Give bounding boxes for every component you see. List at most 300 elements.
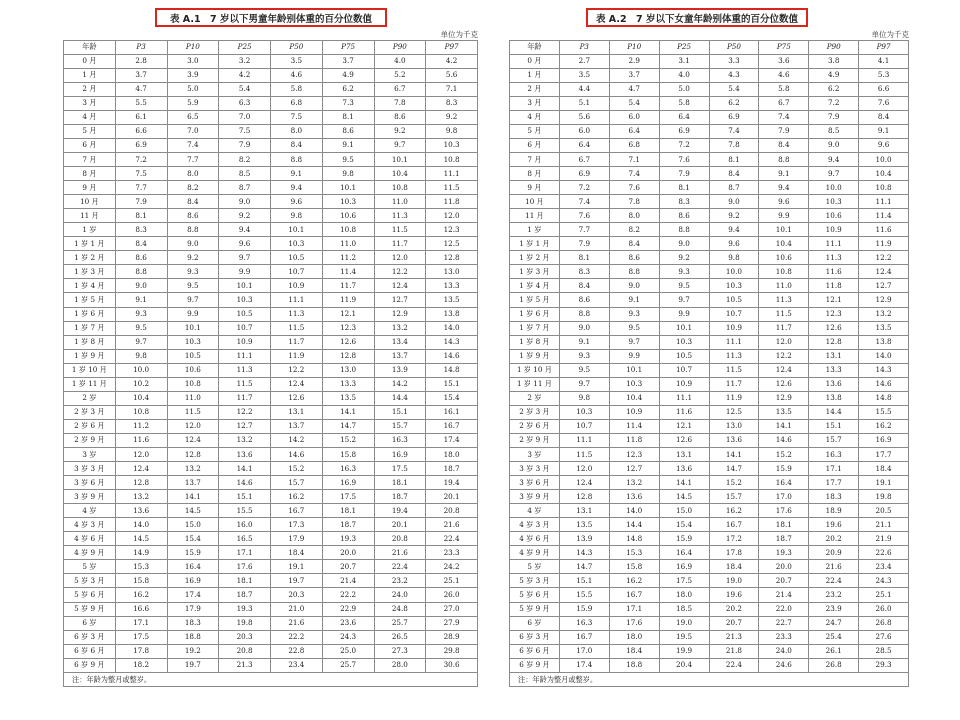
table-row xyxy=(510,518,909,532)
weight-value-cell: 16.9 xyxy=(167,574,219,588)
weight-value-cell: 14.1 xyxy=(322,405,374,419)
weight-value-cell: 7.2 xyxy=(559,181,609,195)
weight-value-cell: 8.8 xyxy=(271,153,323,167)
weight-value-cell: 13.6 xyxy=(609,490,659,504)
weight-value-cell: 11.0 xyxy=(322,237,374,251)
weight-value-cell: 14.1 xyxy=(709,448,759,462)
weight-value-cell: 16.3 xyxy=(374,433,426,447)
weight-value-cell: 9.6 xyxy=(271,195,323,209)
weight-value-cell: 18.9 xyxy=(809,504,859,518)
table-row xyxy=(64,293,478,307)
age-cell: 7 月 xyxy=(64,153,116,167)
weight-value-cell: 18.4 xyxy=(609,644,659,658)
weight-value-cell: 11.9 xyxy=(322,293,374,307)
weight-value-cell: 12.3 xyxy=(809,307,859,321)
weight-value-cell: 14.6 xyxy=(859,377,909,391)
weight-value-cell: 8.0 xyxy=(609,209,659,223)
weight-value-cell: 17.3 xyxy=(271,518,323,532)
age-cell: 2 岁 xyxy=(64,391,116,405)
weight-value-cell: 7.9 xyxy=(659,167,709,181)
age-cell: 3 岁 3 月 xyxy=(64,462,116,476)
weight-value-cell: 13.9 xyxy=(374,363,426,377)
age-cell: 5 月 xyxy=(64,124,116,138)
weight-value-cell: 11.3 xyxy=(809,251,859,265)
weight-value-cell: 11.6 xyxy=(659,405,709,419)
weight-value-cell: 25.0 xyxy=(322,644,374,658)
weight-value-cell: 12.7 xyxy=(374,293,426,307)
weight-value-cell: 3.1 xyxy=(659,54,709,68)
weight-value-cell: 8.4 xyxy=(115,237,167,251)
weight-value-cell: 10.9 xyxy=(809,223,859,237)
weight-value-cell: 20.9 xyxy=(809,546,859,560)
weight-value-cell: 13.5 xyxy=(426,293,478,307)
weight-value-cell: 15.8 xyxy=(115,574,167,588)
weight-value-cell: 21.3 xyxy=(219,658,271,672)
weight-value-cell: 7.9 xyxy=(559,237,609,251)
weight-value-cell: 9.1 xyxy=(859,124,909,138)
age-cell: 11 月 xyxy=(64,209,116,223)
weight-value-cell: 22.4 xyxy=(374,560,426,574)
weight-value-cell: 22.8 xyxy=(271,644,323,658)
table-row xyxy=(510,307,909,321)
weight-value-cell: 8.6 xyxy=(559,293,609,307)
weight-value-cell: 7.7 xyxy=(115,181,167,195)
table-row xyxy=(64,110,478,124)
weight-value-cell: 7.5 xyxy=(271,110,323,124)
weight-value-cell: 19.6 xyxy=(709,588,759,602)
age-cell: 9 月 xyxy=(510,181,560,195)
age-cell: 8 月 xyxy=(510,167,560,181)
weight-value-cell: 16.0 xyxy=(219,518,271,532)
weight-value-cell: 11.4 xyxy=(322,265,374,279)
weight-value-cell: 25.7 xyxy=(322,658,374,672)
weight-value-cell: 10.1 xyxy=(659,321,709,335)
age-cell: 6 岁 9 月 xyxy=(64,658,116,672)
weight-value-cell: 23.2 xyxy=(374,574,426,588)
weight-value-cell: 18.7 xyxy=(426,462,478,476)
weight-value-cell: 12.6 xyxy=(809,321,859,335)
weight-value-cell: 15.5 xyxy=(559,588,609,602)
weight-value-cell: 5.6 xyxy=(559,110,609,124)
weight-value-cell: 10.8 xyxy=(759,265,809,279)
weight-value-cell: 18.1 xyxy=(219,574,271,588)
weight-value-cell: 19.4 xyxy=(374,504,426,518)
weight-value-cell: 7.6 xyxy=(659,153,709,167)
weight-value-cell: 9.1 xyxy=(559,335,609,349)
weight-value-cell: 11.0 xyxy=(167,391,219,405)
weight-value-cell: 10.8 xyxy=(322,223,374,237)
weight-value-cell: 6.2 xyxy=(709,96,759,110)
weight-value-cell: 4.3 xyxy=(709,68,759,82)
weight-value-cell: 11.0 xyxy=(759,279,809,293)
weight-value-cell: 18.1 xyxy=(374,476,426,490)
weight-value-cell: 17.1 xyxy=(609,602,659,616)
weight-value-cell: 14.0 xyxy=(426,321,478,335)
weight-value-cell: 16.7 xyxy=(609,588,659,602)
weight-value-cell: 13.2 xyxy=(115,490,167,504)
weight-value-cell: 11.3 xyxy=(759,293,809,307)
weight-value-cell: 13.5 xyxy=(559,518,609,532)
weight-value-cell: 10.1 xyxy=(167,321,219,335)
table-row xyxy=(64,195,478,209)
weight-value-cell: 9.5 xyxy=(322,153,374,167)
weight-value-cell: 5.6 xyxy=(426,68,478,82)
weight-value-cell: 15.0 xyxy=(167,518,219,532)
weight-value-cell: 10.6 xyxy=(322,209,374,223)
table-row xyxy=(64,54,478,68)
weight-value-cell: 14.8 xyxy=(609,532,659,546)
age-cell: 4 岁 6 月 xyxy=(64,532,116,546)
weight-value-cell: 13.8 xyxy=(809,391,859,405)
weight-value-cell: 9.3 xyxy=(115,307,167,321)
weight-value-cell: 9.6 xyxy=(219,237,271,251)
weight-value-cell: 9.5 xyxy=(659,279,709,293)
weight-value-cell: 20.7 xyxy=(709,616,759,630)
weight-value-cell: 13.4 xyxy=(374,335,426,349)
weight-value-cell: 15.7 xyxy=(271,476,323,490)
weight-value-cell: 9.8 xyxy=(322,167,374,181)
weight-value-cell: 22.7 xyxy=(759,616,809,630)
weight-value-cell: 3.3 xyxy=(709,54,759,68)
table-row xyxy=(510,237,909,251)
weight-value-cell: 9.7 xyxy=(559,377,609,391)
age-cell: 1 岁 2 月 xyxy=(510,251,560,265)
weight-value-cell: 13.7 xyxy=(374,349,426,363)
weight-value-cell: 19.7 xyxy=(167,658,219,672)
weight-value-cell: 11.7 xyxy=(709,377,759,391)
weight-value-cell: 20.0 xyxy=(322,546,374,560)
column-header-percentile: P3 xyxy=(559,41,609,55)
table-row xyxy=(510,560,909,574)
table-row xyxy=(510,588,909,602)
weight-value-cell: 11.9 xyxy=(271,349,323,363)
weight-value-cell: 13.9 xyxy=(559,532,609,546)
weight-value-cell: 11.5 xyxy=(559,448,609,462)
weight-value-cell: 6.9 xyxy=(115,138,167,152)
weight-value-cell: 21.8 xyxy=(709,644,759,658)
weight-value-cell: 15.1 xyxy=(219,490,271,504)
weight-value-cell: 2.7 xyxy=(559,54,609,68)
weight-value-cell: 20.2 xyxy=(709,602,759,616)
weight-value-cell: 18.8 xyxy=(167,630,219,644)
weight-value-cell: 6.0 xyxy=(609,110,659,124)
weight-value-cell: 6.5 xyxy=(167,110,219,124)
weight-value-cell: 17.6 xyxy=(609,616,659,630)
weight-value-cell: 8.4 xyxy=(609,237,659,251)
age-cell: 5 月 xyxy=(510,124,560,138)
age-cell: 6 岁 3 月 xyxy=(64,630,116,644)
weight-value-cell: 10.3 xyxy=(659,335,709,349)
weight-value-cell: 18.4 xyxy=(271,546,323,560)
weight-value-cell: 17.1 xyxy=(219,546,271,560)
weight-value-cell: 13.2 xyxy=(374,321,426,335)
weight-value-cell: 11.1 xyxy=(426,167,478,181)
weight-value-cell: 10.1 xyxy=(219,279,271,293)
age-cell: 4 岁 3 月 xyxy=(64,518,116,532)
weight-value-cell: 9.9 xyxy=(759,209,809,223)
age-cell: 1 岁 9 月 xyxy=(510,349,560,363)
age-cell: 4 岁 3 月 xyxy=(510,518,560,532)
weight-value-cell: 8.6 xyxy=(115,251,167,265)
weight-value-cell: 10.3 xyxy=(322,195,374,209)
weight-value-cell: 11.9 xyxy=(709,391,759,405)
weight-value-cell: 18.4 xyxy=(859,462,909,476)
column-header-percentile: P90 xyxy=(809,41,859,55)
age-cell: 1 月 xyxy=(510,68,560,82)
weight-value-cell: 13.0 xyxy=(709,419,759,433)
weight-value-cell: 12.1 xyxy=(809,293,859,307)
table-row xyxy=(510,167,909,181)
weight-value-cell: 12.5 xyxy=(426,237,478,251)
weight-value-cell: 10.3 xyxy=(609,377,659,391)
weight-value-cell: 15.7 xyxy=(809,433,859,447)
age-cell: 3 岁 xyxy=(510,448,560,462)
weight-value-cell: 8.8 xyxy=(659,223,709,237)
weight-value-cell: 4.0 xyxy=(374,54,426,68)
weight-value-cell: 14.7 xyxy=(709,462,759,476)
weight-value-cell: 6.9 xyxy=(559,167,609,181)
weight-value-cell: 11.6 xyxy=(859,223,909,237)
weight-value-cell: 26.5 xyxy=(374,630,426,644)
weight-value-cell: 13.0 xyxy=(426,265,478,279)
weight-value-cell: 20.1 xyxy=(374,518,426,532)
weight-value-cell: 13.2 xyxy=(609,476,659,490)
weight-value-cell: 16.2 xyxy=(859,419,909,433)
weight-value-cell: 8.4 xyxy=(709,167,759,181)
table-row xyxy=(510,265,909,279)
weight-value-cell: 23.4 xyxy=(271,658,323,672)
weight-value-cell: 20.3 xyxy=(271,588,323,602)
weight-value-cell: 11.6 xyxy=(115,433,167,447)
age-cell: 1 岁 8 月 xyxy=(510,335,560,349)
weight-value-cell: 3.2 xyxy=(219,54,271,68)
age-cell: 6 月 xyxy=(64,138,116,152)
weight-value-cell: 9.4 xyxy=(219,223,271,237)
weight-value-cell: 10.7 xyxy=(219,321,271,335)
weight-value-cell: 9.2 xyxy=(219,209,271,223)
age-cell: 3 月 xyxy=(64,96,116,110)
age-cell: 1 岁 3 月 xyxy=(64,265,116,279)
weight-value-cell: 8.4 xyxy=(759,138,809,152)
weight-value-cell: 8.8 xyxy=(559,307,609,321)
age-cell: 1 岁 7 月 xyxy=(64,321,116,335)
weight-value-cell: 7.2 xyxy=(115,153,167,167)
weight-value-cell: 10.0 xyxy=(115,363,167,377)
table-row xyxy=(64,265,478,279)
weight-value-cell: 21.6 xyxy=(809,560,859,574)
weight-value-cell: 7.7 xyxy=(167,153,219,167)
table-row xyxy=(64,307,478,321)
age-cell: 4 岁 9 月 xyxy=(64,546,116,560)
weight-value-cell: 18.0 xyxy=(426,448,478,462)
age-cell: 1 岁 2 月 xyxy=(64,251,116,265)
weight-value-cell: 14.5 xyxy=(115,532,167,546)
weight-value-cell: 11.1 xyxy=(809,237,859,251)
table-row xyxy=(510,504,909,518)
weight-value-cell: 27.0 xyxy=(426,602,478,616)
weight-value-cell: 10.3 xyxy=(219,293,271,307)
age-cell: 3 岁 3 月 xyxy=(510,462,560,476)
weight-value-cell: 4.9 xyxy=(809,68,859,82)
weight-value-cell: 14.6 xyxy=(759,433,809,447)
table-row xyxy=(64,96,478,110)
weight-value-cell: 11.4 xyxy=(609,419,659,433)
weight-value-cell: 9.8 xyxy=(709,251,759,265)
weight-value-cell: 17.7 xyxy=(809,476,859,490)
weight-value-cell: 9.5 xyxy=(609,321,659,335)
weight-value-cell: 12.9 xyxy=(759,391,809,405)
weight-value-cell: 8.0 xyxy=(271,124,323,138)
weight-value-cell: 26.8 xyxy=(859,616,909,630)
weight-value-cell: 4.1 xyxy=(859,54,909,68)
age-cell: 6 岁 6 月 xyxy=(510,644,560,658)
weight-value-cell: 10.7 xyxy=(659,363,709,377)
weight-value-cell: 12.8 xyxy=(559,490,609,504)
weight-value-cell: 8.6 xyxy=(659,209,709,223)
age-cell: 1 岁 11 月 xyxy=(64,377,116,391)
weight-value-cell: 13.1 xyxy=(809,349,859,363)
weight-value-cell: 8.1 xyxy=(709,153,759,167)
weight-value-cell: 8.0 xyxy=(167,167,219,181)
weight-value-cell: 5.1 xyxy=(559,96,609,110)
weight-value-cell: 5.3 xyxy=(859,68,909,82)
age-cell: 11 月 xyxy=(510,209,560,223)
age-cell: 2 岁 9 月 xyxy=(64,433,116,447)
weight-value-cell: 11.2 xyxy=(115,419,167,433)
weight-value-cell: 23.9 xyxy=(809,602,859,616)
age-cell: 5 岁 3 月 xyxy=(510,574,560,588)
age-cell: 1 岁 4 月 xyxy=(510,279,560,293)
weight-value-cell: 15.3 xyxy=(115,560,167,574)
table-row xyxy=(64,602,478,616)
weight-value-cell: 9.9 xyxy=(609,349,659,363)
weight-value-cell: 3.5 xyxy=(271,54,323,68)
weight-value-cell: 7.4 xyxy=(167,138,219,152)
weight-value-cell: 13.2 xyxy=(859,307,909,321)
weight-value-cell: 16.7 xyxy=(271,504,323,518)
weight-value-cell: 16.3 xyxy=(809,448,859,462)
weight-value-cell: 13.3 xyxy=(322,377,374,391)
weight-value-cell: 9.7 xyxy=(167,293,219,307)
weight-value-cell: 16.7 xyxy=(426,419,478,433)
weight-value-cell: 9.2 xyxy=(374,124,426,138)
weight-value-cell: 14.5 xyxy=(167,504,219,518)
weight-value-cell: 10.1 xyxy=(609,363,659,377)
weight-value-cell: 7.6 xyxy=(559,209,609,223)
weight-value-cell: 9.9 xyxy=(219,265,271,279)
weight-value-cell: 14.1 xyxy=(219,462,271,476)
weight-value-cell: 9.4 xyxy=(759,181,809,195)
weight-value-cell: 17.6 xyxy=(759,504,809,518)
weight-value-cell: 8.5 xyxy=(809,124,859,138)
weight-value-cell: 6.9 xyxy=(709,110,759,124)
weight-value-cell: 12.0 xyxy=(374,251,426,265)
boys-table-title: 表 A.1 7 岁以下男童年龄别体重的百分位数值 xyxy=(155,8,387,27)
weight-value-cell: 11.8 xyxy=(426,195,478,209)
weight-value-cell: 17.1 xyxy=(115,616,167,630)
weight-value-cell: 9.7 xyxy=(115,335,167,349)
weight-value-cell: 7.4 xyxy=(559,195,609,209)
weight-value-cell: 12.4 xyxy=(559,476,609,490)
weight-value-cell: 10.9 xyxy=(709,321,759,335)
age-cell: 1 岁 xyxy=(64,223,116,237)
age-cell: 3 岁 6 月 xyxy=(64,476,116,490)
weight-value-cell: 11.8 xyxy=(809,279,859,293)
weight-value-cell: 12.4 xyxy=(115,462,167,476)
weight-value-cell: 19.0 xyxy=(659,616,709,630)
weight-value-cell: 6.6 xyxy=(859,82,909,96)
weight-value-cell: 7.6 xyxy=(859,96,909,110)
weight-value-cell: 8.2 xyxy=(219,153,271,167)
table-row xyxy=(64,630,478,644)
weight-value-cell: 9.7 xyxy=(809,167,859,181)
weight-value-cell: 9.0 xyxy=(219,195,271,209)
age-cell: 4 岁 9 月 xyxy=(510,546,560,560)
weight-value-cell: 10.8 xyxy=(859,181,909,195)
weight-value-cell: 2.9 xyxy=(609,54,659,68)
weight-value-cell: 7.4 xyxy=(709,124,759,138)
weight-value-cell: 23.3 xyxy=(426,546,478,560)
weight-value-cell: 14.6 xyxy=(271,448,323,462)
weight-value-cell: 14.4 xyxy=(609,518,659,532)
weight-value-cell: 12.2 xyxy=(374,265,426,279)
weight-value-cell: 19.1 xyxy=(859,476,909,490)
weight-value-cell: 10.4 xyxy=(759,237,809,251)
weight-value-cell: 18.3 xyxy=(167,616,219,630)
weight-value-cell: 16.5 xyxy=(219,532,271,546)
table-row xyxy=(64,138,478,152)
table-row xyxy=(510,110,909,124)
weight-value-cell: 13.2 xyxy=(219,433,271,447)
weight-value-cell: 12.2 xyxy=(219,405,271,419)
weight-value-cell: 13.6 xyxy=(709,433,759,447)
weight-value-cell: 19.3 xyxy=(759,546,809,560)
weight-value-cell: 13.7 xyxy=(167,476,219,490)
weight-value-cell: 14.4 xyxy=(809,405,859,419)
column-header-age: 年龄 xyxy=(510,41,560,55)
weight-value-cell: 12.8 xyxy=(167,448,219,462)
weight-value-cell: 10.5 xyxy=(659,349,709,363)
weight-value-cell: 19.3 xyxy=(322,532,374,546)
table-row xyxy=(64,223,478,237)
table-row xyxy=(64,644,478,658)
weight-value-cell: 8.1 xyxy=(115,209,167,223)
weight-value-cell: 8.6 xyxy=(167,209,219,223)
age-cell: 1 岁 8 月 xyxy=(64,335,116,349)
weight-value-cell: 10.5 xyxy=(167,349,219,363)
weight-value-cell: 8.7 xyxy=(709,181,759,195)
weight-value-cell: 21.3 xyxy=(709,630,759,644)
column-header-percentile: P97 xyxy=(859,41,909,55)
weight-value-cell: 7.9 xyxy=(759,124,809,138)
weight-value-cell: 12.6 xyxy=(322,335,374,349)
weight-value-cell: 20.1 xyxy=(426,490,478,504)
weight-value-cell: 9.6 xyxy=(709,237,759,251)
table-row xyxy=(510,181,909,195)
weight-value-cell: 14.2 xyxy=(271,433,323,447)
weight-value-cell: 16.7 xyxy=(559,630,609,644)
table-row xyxy=(64,616,478,630)
weight-value-cell: 13.3 xyxy=(426,279,478,293)
age-cell: 1 岁 5 月 xyxy=(510,293,560,307)
weight-value-cell: 17.5 xyxy=(659,574,709,588)
age-cell: 1 岁 11 月 xyxy=(510,377,560,391)
weight-value-cell: 24.7 xyxy=(809,616,859,630)
weight-value-cell: 8.8 xyxy=(115,265,167,279)
weight-value-cell: 11.9 xyxy=(859,237,909,251)
weight-value-cell: 21.6 xyxy=(426,518,478,532)
table-row xyxy=(510,96,909,110)
